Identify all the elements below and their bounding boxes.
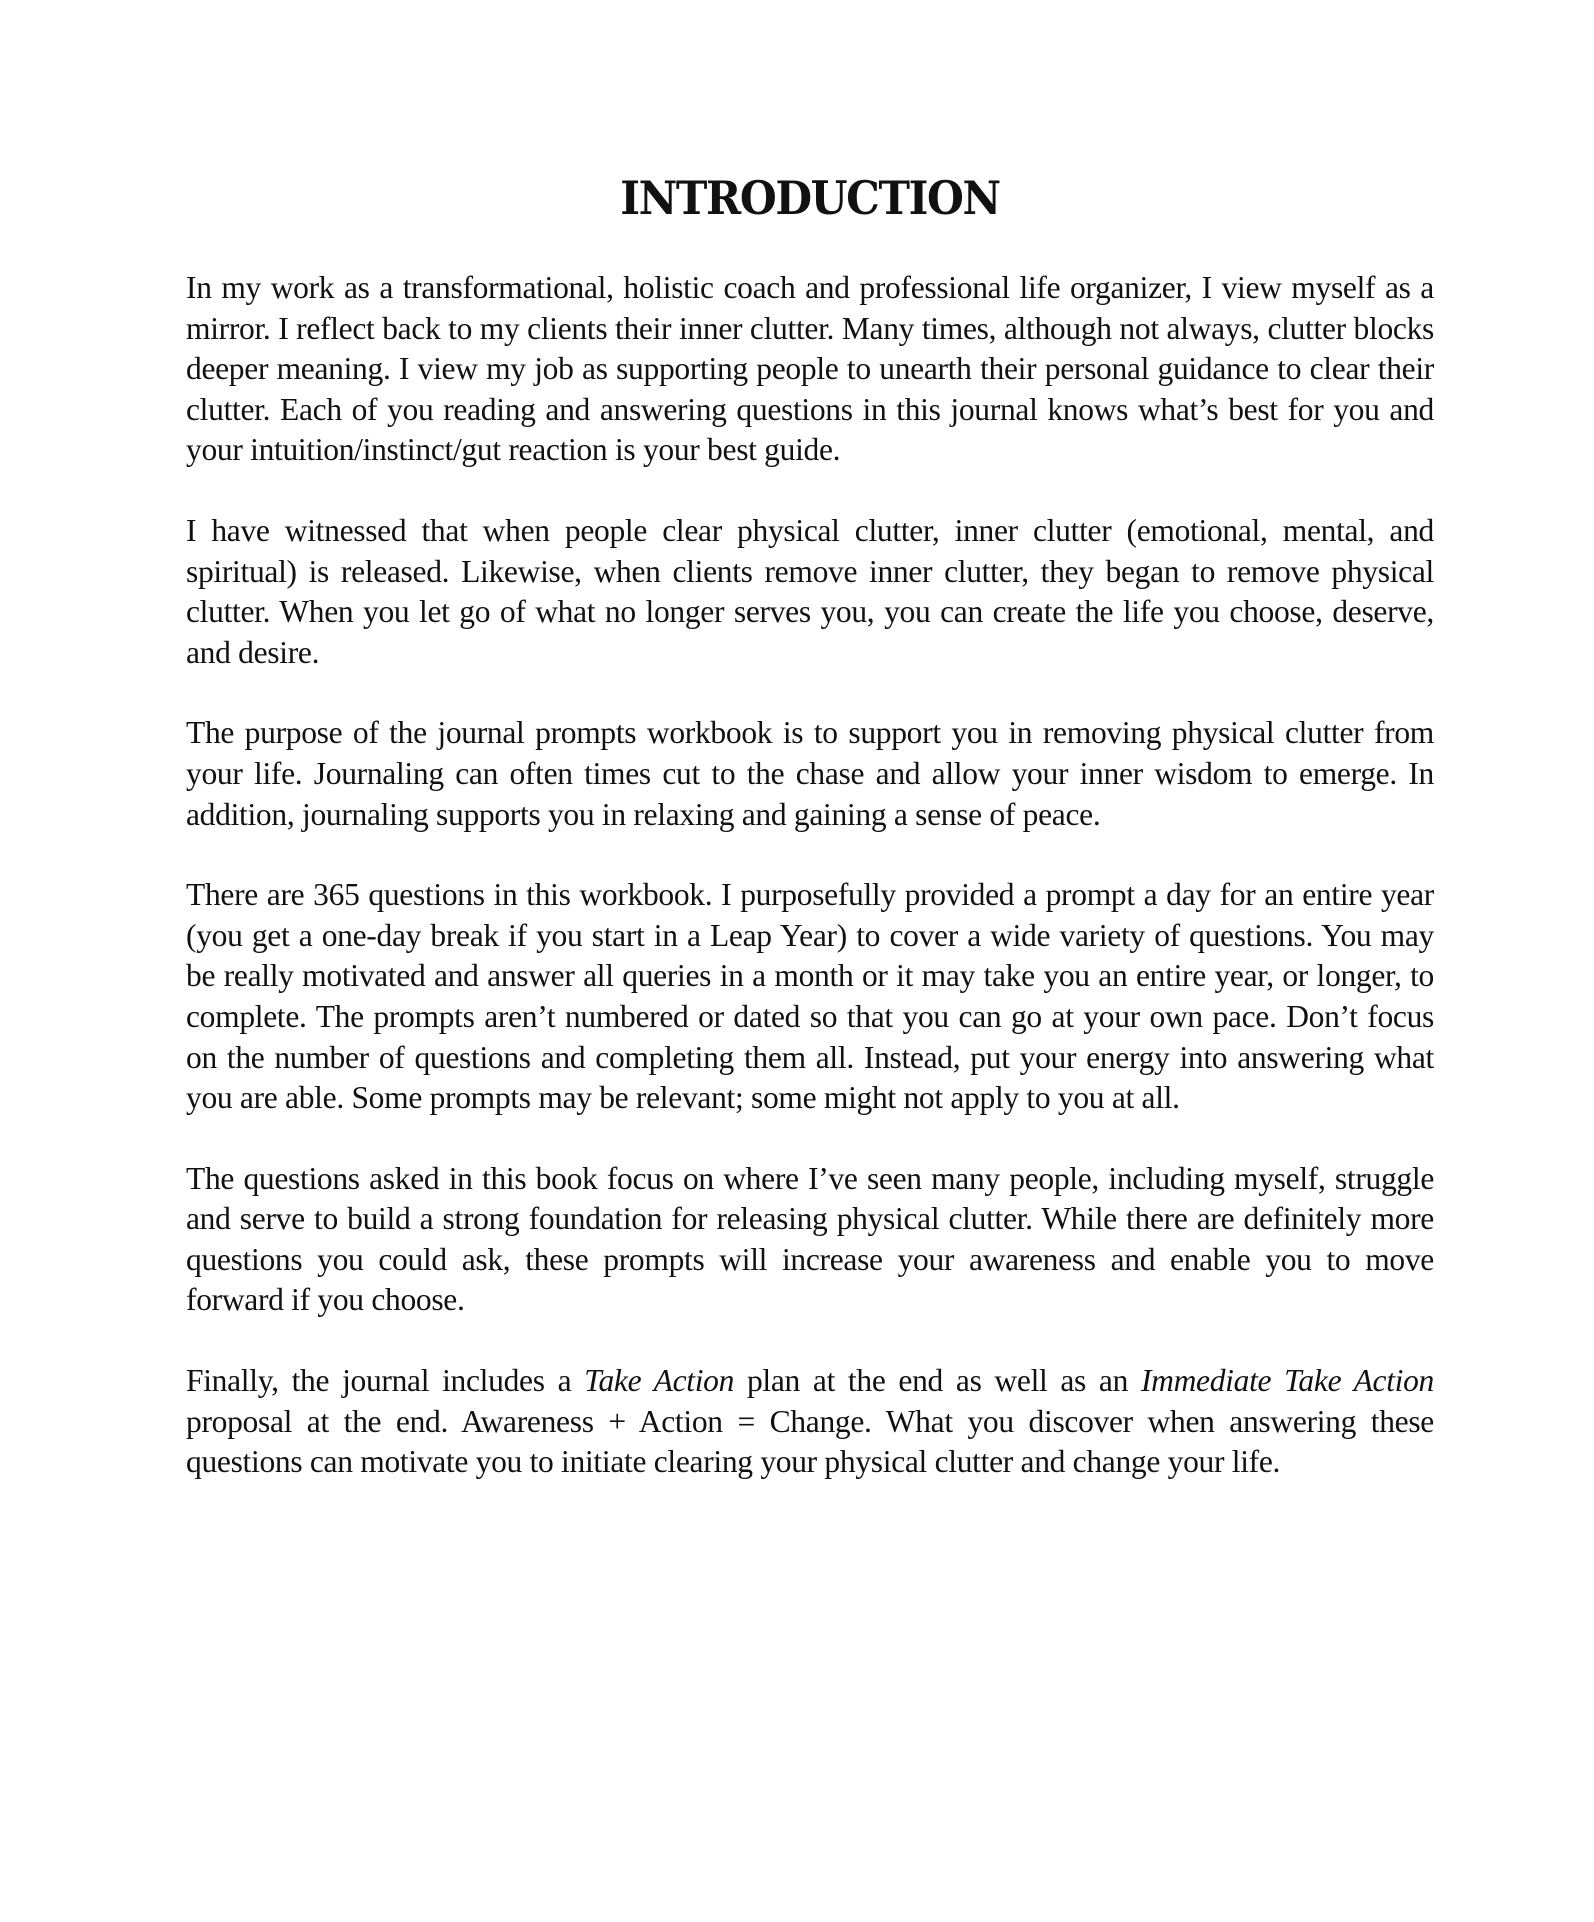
paragraph-2: I have witnessed that when people clear physical clutter, inner clutter (emotional, mental, and spiritual) is released. Likewise, when clients remove inner clutter, they began to remove physical clutter. When you let go of what no longer serves you, you can create the life you choose, deserve, and desire. — [186, 512, 1434, 670]
paragraph-6-text-a: Finally, the journal includes a — [186, 1363, 585, 1399]
paragraph-3: The purpose of the journal prompts workbook is to support you in removing physical clutter from your life. Journaling can often times cut to the chase and allow your inner wisdom to emerge. In addition, journaling supports you in relaxing and gaining a sense of peace. — [186, 715, 1434, 832]
paragraph-5: The questions asked in this book focus on where I’ve seen many people, including myself, struggle and serve to build a strong foundation for releasing physical clutter. While there are definitely more questions you could ask, these prompts will increase your awareness and enable you to move forward if you choose. — [186, 1160, 1434, 1318]
immediate-take-action-italic: Immediate Take Action — [1140, 1363, 1435, 1399]
paragraph-6-text-b: plan at the end as well as an — [734, 1363, 1141, 1399]
take-action-italic: Take Action — [584, 1363, 735, 1399]
page-title: INTRODUCTION — [620, 171, 1000, 225]
paragraph-6 — [186, 1361, 1434, 1483]
paragraph-4: There are 365 questions in this workbook. I purposefully provided a prompt a day for an entire year (you get a one-day break if you start in a Leap Year) to cover a wide variety of questions. You may be really motivated and answer all queries in a month or it may take you an entire year, or longer, to complete. The prompts aren’t numbered or dated so that you can go at your own pace. Don’t focus on the number of questions and completing them all. Instead, put your energy into answering what you are able. Some prompts may be relevant; some might not apply to you at all. — [186, 877, 1434, 1116]
paragraph-6-text-c: proposal at the end. Awareness + Action = Change. What you discover when answering these questions can motivate you to initiate clearing your physical clutter and change your life. — [186, 1403, 1434, 1480]
paragraph-1: In my work as a transformational, holistic coach and professional life organizer, I view myself as a mirror. I reflect back to my clients their inner clutter. Many times, although not always, clutter blocks deeper meaning. I view my job as supporting people to unearth their personal guidance to clear their clutter. Each of you reading and answering questions in this journal knows what’s best for you and your intuition/instinct/gut reaction is your best guide. — [186, 270, 1434, 468]
document-page — [186, 168, 1434, 1523]
